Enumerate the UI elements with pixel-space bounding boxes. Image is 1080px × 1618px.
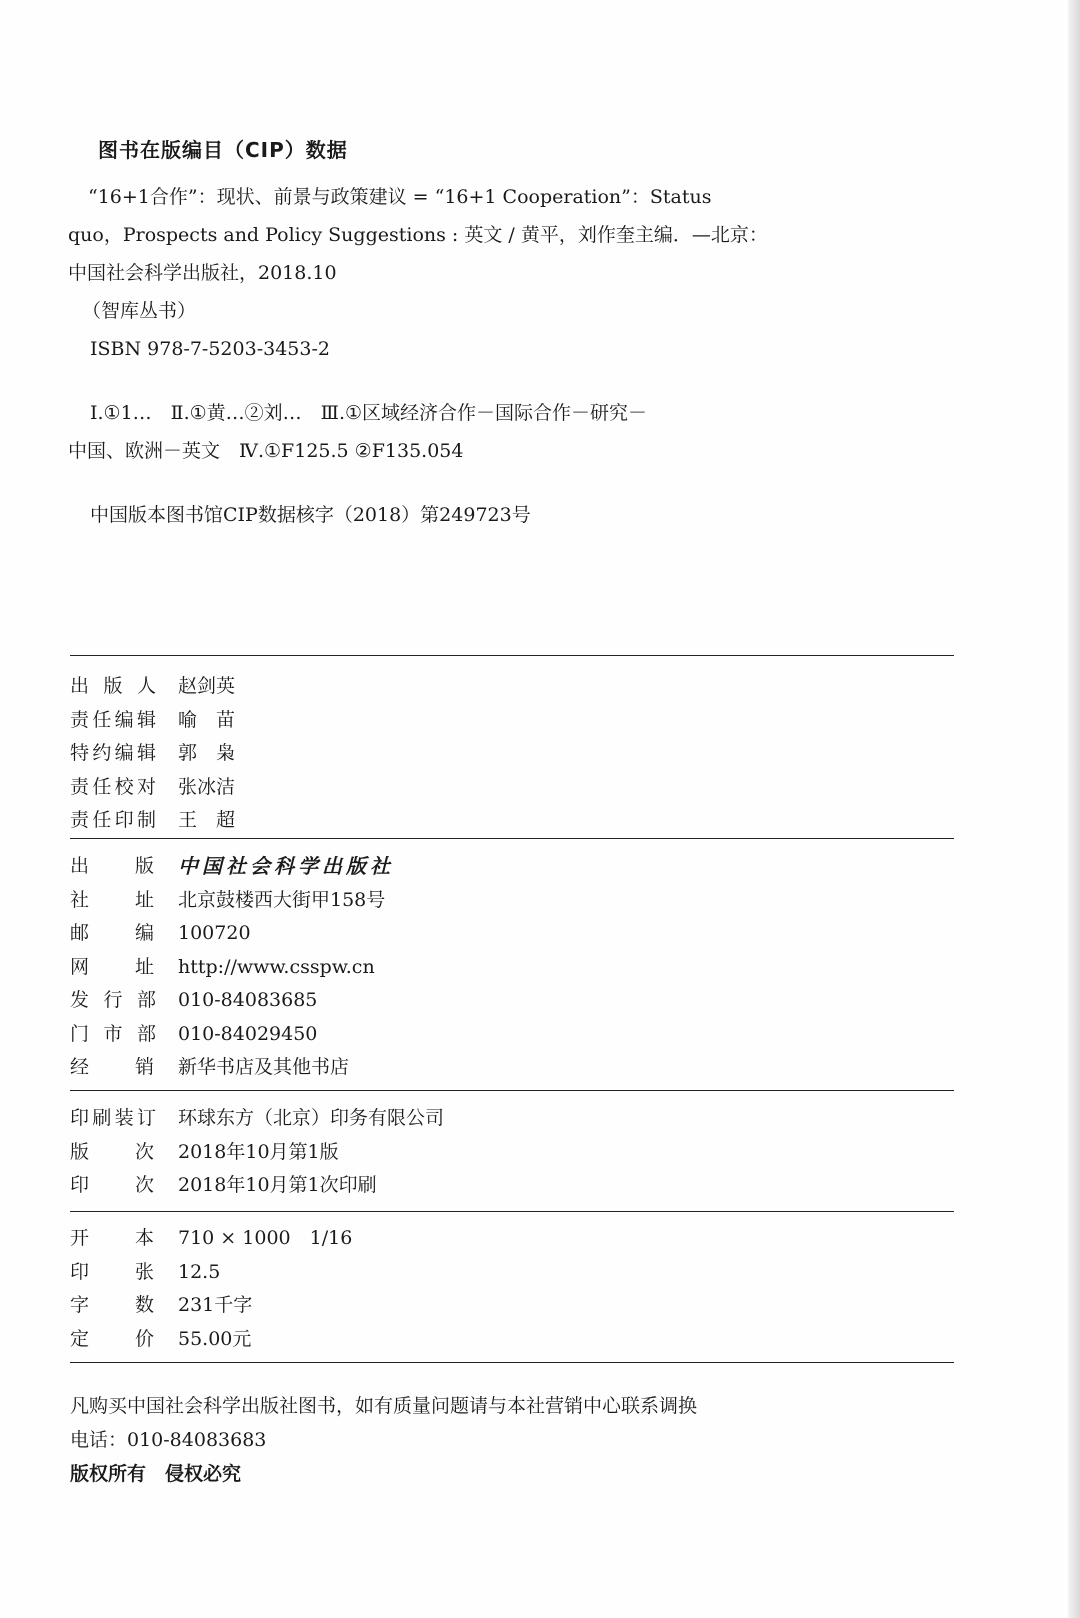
label-char: 出 <box>70 675 90 697</box>
label-char: 址 <box>134 955 154 978</box>
label-char: 编 <box>114 742 134 764</box>
label-char: 责 <box>70 775 90 798</box>
publisher-info-label <box>70 986 156 1014</box>
page-edge <box>1068 0 1080 1618</box>
label-char: 发 <box>70 989 90 1011</box>
label-char: 销 <box>134 1056 154 1078</box>
publisher-info-label <box>70 852 154 880</box>
publisher-info-value: 北京鼓楼西大街甲158号 <box>178 888 386 911</box>
divider <box>70 1090 954 1091</box>
staff-label <box>70 806 156 834</box>
label-char: 张 <box>134 1260 154 1283</box>
label-char: 刷 <box>92 1107 112 1129</box>
staff-label <box>70 706 156 734</box>
spec-info-label <box>70 1291 154 1319</box>
staff-label <box>70 773 156 801</box>
staff-label <box>70 739 156 767</box>
staff-value: 喻 苗 <box>178 708 236 731</box>
cip-description-line-3: 中国社会科学出版社，2018.10 <box>68 262 337 284</box>
label-char: 邮 <box>70 922 90 944</box>
label-char: 数 <box>134 1294 154 1316</box>
divider <box>70 1211 954 1212</box>
publisher-info-value: 010-84029450 <box>178 1022 318 1045</box>
label-char: 版 <box>134 855 154 877</box>
divider <box>70 655 954 656</box>
label-char: 印 <box>70 1107 90 1129</box>
publisher-info-value: 中国社会科学出版社 <box>178 854 394 878</box>
label-char: 装 <box>114 1107 134 1129</box>
staff-value: 郭 枭 <box>178 742 236 764</box>
label-char: 编 <box>134 922 154 944</box>
publisher-info-label <box>70 886 154 914</box>
label-char: 印 <box>70 1260 90 1283</box>
label-char: 辑 <box>136 708 156 731</box>
staff-value: 王 超 <box>178 809 236 831</box>
label-char: 本 <box>134 1227 154 1249</box>
publisher-info-value: http://www.csspw.cn <box>178 955 375 978</box>
label-char: 价 <box>134 1327 154 1350</box>
print-info-label <box>70 1104 156 1132</box>
label-char: 经 <box>70 1056 90 1078</box>
print-info-label <box>70 1171 154 1199</box>
print-info-value: 2018年10月第1次印刷 <box>178 1174 377 1196</box>
cip-classification-line-1: Ⅰ.①1… Ⅱ.①黄…②刘… Ⅲ.①区域经济合作－国际合作－研究－ <box>90 402 648 424</box>
label-char: 任 <box>92 708 112 731</box>
spec-info-label <box>70 1224 154 1252</box>
label-char: 任 <box>92 809 112 831</box>
label-char: 制 <box>136 809 156 831</box>
label-char: 约 <box>92 742 112 764</box>
label-char: 次 <box>134 1140 154 1163</box>
spec-info-label <box>70 1325 154 1353</box>
divider <box>70 838 954 839</box>
label-char: 印 <box>114 809 134 831</box>
spec-info-value: 12.5 <box>178 1260 221 1283</box>
publisher-info-label <box>70 1020 156 1048</box>
label-char: 网 <box>70 955 90 978</box>
print-info-value: 环球东方（北京）印务有限公司 <box>178 1107 445 1129</box>
label-char: 校 <box>114 775 134 798</box>
cip-title: 图书在版编目（CIP）数据 <box>98 138 348 162</box>
staff-value: 张冰洁 <box>178 775 236 798</box>
label-char: 行 <box>103 989 123 1011</box>
label-char: 编 <box>114 708 134 731</box>
label-char: 责 <box>70 809 90 831</box>
cip-record-number: 中国版本图书馆CIP数据核字（2018）第249723号 <box>90 504 531 526</box>
cip-classification-line-2: 中国、欧洲－英文 Ⅳ.①F125.5 ②F135.054 <box>68 440 464 462</box>
spec-info-value: 55.00元 <box>178 1327 252 1350</box>
label-char: 社 <box>70 888 90 911</box>
print-info-label <box>70 1138 154 1166</box>
cip-description-line-2: quo，Prospects and Policy Suggestions : 英文 / 黄平，刘作奎主编．—北京： <box>68 224 768 246</box>
label-char: 字 <box>70 1294 90 1316</box>
publisher-info-value: 100720 <box>178 922 251 944</box>
publisher-info-label <box>70 919 154 947</box>
label-char: 版 <box>70 1140 90 1163</box>
service-phone: 电话：010-84083683 <box>70 1429 267 1451</box>
label-char: 特 <box>70 742 90 764</box>
cip-description-line-1: “16+1合作”：现状、前景与政策建议 = “16+1 Cooperation”：Status <box>88 186 712 208</box>
divider <box>70 1362 954 1363</box>
label-char: 版 <box>103 675 123 697</box>
label-char: 辑 <box>136 742 156 764</box>
cip-isbn: ISBN 978-7-5203-3453-2 <box>90 338 330 360</box>
publisher-info-label <box>70 953 154 981</box>
spec-info-value: 231千字 <box>178 1294 253 1316</box>
label-char: 印 <box>70 1174 90 1196</box>
label-char: 订 <box>136 1107 156 1129</box>
spec-info-label <box>70 1258 154 1286</box>
spec-info-value: 710 × 1000 1/16 <box>178 1227 353 1249</box>
label-char: 定 <box>70 1327 90 1350</box>
label-char: 对 <box>136 775 156 798</box>
label-char: 部 <box>136 989 156 1011</box>
staff-value: 赵剑英 <box>178 675 236 697</box>
publisher-info-value: 新华书店及其他书店 <box>178 1056 350 1078</box>
staff-label <box>70 672 156 700</box>
publisher-info-label <box>70 1053 154 1081</box>
label-char: 部 <box>136 1022 156 1045</box>
label-char: 次 <box>134 1174 154 1196</box>
label-char: 任 <box>92 775 112 798</box>
label-char: 址 <box>134 888 154 911</box>
label-char: 人 <box>136 675 156 697</box>
label-char: 市 <box>103 1022 123 1045</box>
quality-notice: 凡购买中国社会科学出版社图书，如有质量问题请与本社营销中心联系调换 <box>70 1395 698 1417</box>
cip-series: （智库丛书） <box>82 300 197 322</box>
print-info-value: 2018年10月第1版 <box>178 1140 339 1163</box>
label-char: 开 <box>70 1227 90 1249</box>
rights-notice: 版权所有 侵权必究 <box>70 1463 242 1485</box>
label-char: 出 <box>70 855 90 877</box>
label-char: 责 <box>70 708 90 731</box>
label-char: 门 <box>70 1022 90 1045</box>
publisher-info-value: 010-84083685 <box>178 989 318 1011</box>
